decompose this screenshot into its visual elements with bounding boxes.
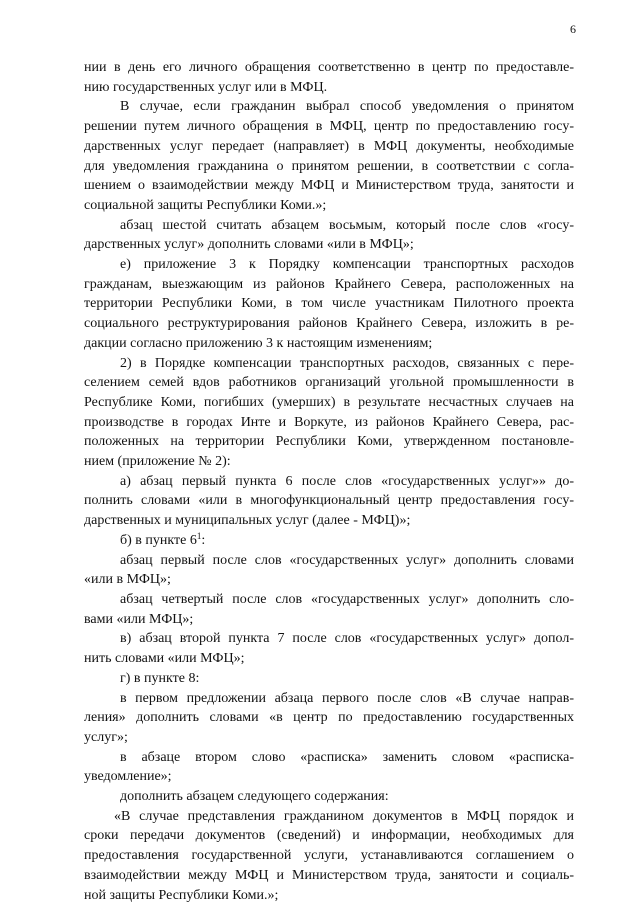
text-line: г) в пункте 8: xyxy=(120,670,200,686)
text-line: положенных на территории Республики Коми, утвержденном постановле- xyxy=(84,434,574,450)
text-line: дополнить абзацем следующего содержания: xyxy=(120,789,389,805)
text-line: нить словами «или МФЦ»; xyxy=(84,651,245,667)
text-line: дарственных услуг передает (направляет) в МФЦ документы, необходимые xyxy=(84,138,574,154)
text-line: абзац первый после слов «государственных услуг» дополнить словами xyxy=(120,552,574,568)
text-line: взаимодействии между МФЦ и Министерством труда, занятости и социаль- xyxy=(84,867,574,883)
text-line: «или в МФЦ»; xyxy=(84,572,171,588)
text-fragment: : xyxy=(201,532,206,548)
superscript: 1 xyxy=(196,530,202,541)
text-line: сроки передачи документов (сведений) и информации, необходимых для xyxy=(84,828,574,844)
document-body xyxy=(84,58,574,905)
text-line: предоставления государственной услуги, устанавливаются соглашением о xyxy=(84,848,574,864)
text-line: производстве в городах Инте и Воркуте, из районов Крайнего Севера, рас- xyxy=(84,414,574,430)
text-line: е) приложение 3 к Порядку компенсации транспортных расходов xyxy=(120,257,574,273)
text-line: в) абзац второй пункта 7 после слов «государственных услуг» допол- xyxy=(120,631,574,647)
text-line xyxy=(84,531,574,551)
text-line: дакции согласно приложению 3 к настоящим изменениям; xyxy=(84,335,433,351)
text-line: для уведомления гражданина о принятом решении, в соответствии с согла- xyxy=(84,158,574,174)
text-line: решении путем личного обращения в МФЦ, центр по предоставлению госу- xyxy=(84,119,574,135)
text-line: дарственных услуг» дополнить словами «или в МФЦ»; xyxy=(84,237,414,253)
text-line: ной защиты Республики Коми.»; xyxy=(84,887,279,903)
text-line: уведомление»; xyxy=(84,769,172,785)
text-line: в абзаце втором слово «расписка» заменить словом «расписка- xyxy=(120,749,574,765)
text-line: нием (приложение № 2): xyxy=(84,454,231,470)
text-line: в первом предложении абзаца первого после слов «В случае направ- xyxy=(120,690,574,706)
text-line: а) абзац первый пункта 6 после слов «государственных услуг»» до- xyxy=(120,473,574,489)
text-line: ления» дополнить словами «в центр по предоставлению государственных xyxy=(84,710,574,726)
text-line: социальной защиты Республики Коми.»; xyxy=(84,197,327,213)
page-number: 6 xyxy=(570,22,576,36)
text-line: 2) в Порядке компенсации транспортных расходов, связанных с пере- xyxy=(120,355,574,371)
text-line: территории Республики Коми, в том числе участникам Пилотного проекта xyxy=(84,296,574,312)
text-line: селением семей вдов работников организаций угольной промышленности в xyxy=(84,375,574,391)
text-line: вами «или МФЦ»; xyxy=(84,611,194,627)
text-line: полнить словами «или в многофункциональный центр предоставления госу- xyxy=(84,493,574,509)
text-line: нии в день его личного обращения соответственно в центр по предоставле- xyxy=(84,60,574,75)
text-line: Республике Коми, погибших (умерших) в результате несчастных случаев на xyxy=(84,394,574,410)
text-line: абзац шестой считать абзацем восьмым, который после слов «госу- xyxy=(120,217,574,233)
text-line: нию государственных услуг или в МФЦ. xyxy=(84,79,328,95)
text-line: услуг»; xyxy=(84,729,128,745)
text-line: В случае, если гражданин выбрал способ уведомления о принятом xyxy=(120,99,574,115)
text-line: абзац четвертый после слов «государственных услуг» дополнить сло- xyxy=(120,591,574,607)
text-fragment: б) в пункте 6 xyxy=(120,532,197,548)
text-line: «В случае представления гражданином документов в МФЦ порядок и xyxy=(114,808,574,824)
text-line: дарственных и муниципальных услуг (далее - МФЦ)»; xyxy=(84,513,411,529)
text-line: гражданам, выезжающим из районов Крайнего Севера, расположенных на xyxy=(84,276,574,292)
text-line: шением о взаимодействии между МФЦ и Министерством труда, занятости и xyxy=(84,178,574,194)
text-line: социального реструктурирования районов Крайнего Севера, изложить в ре- xyxy=(84,316,574,332)
